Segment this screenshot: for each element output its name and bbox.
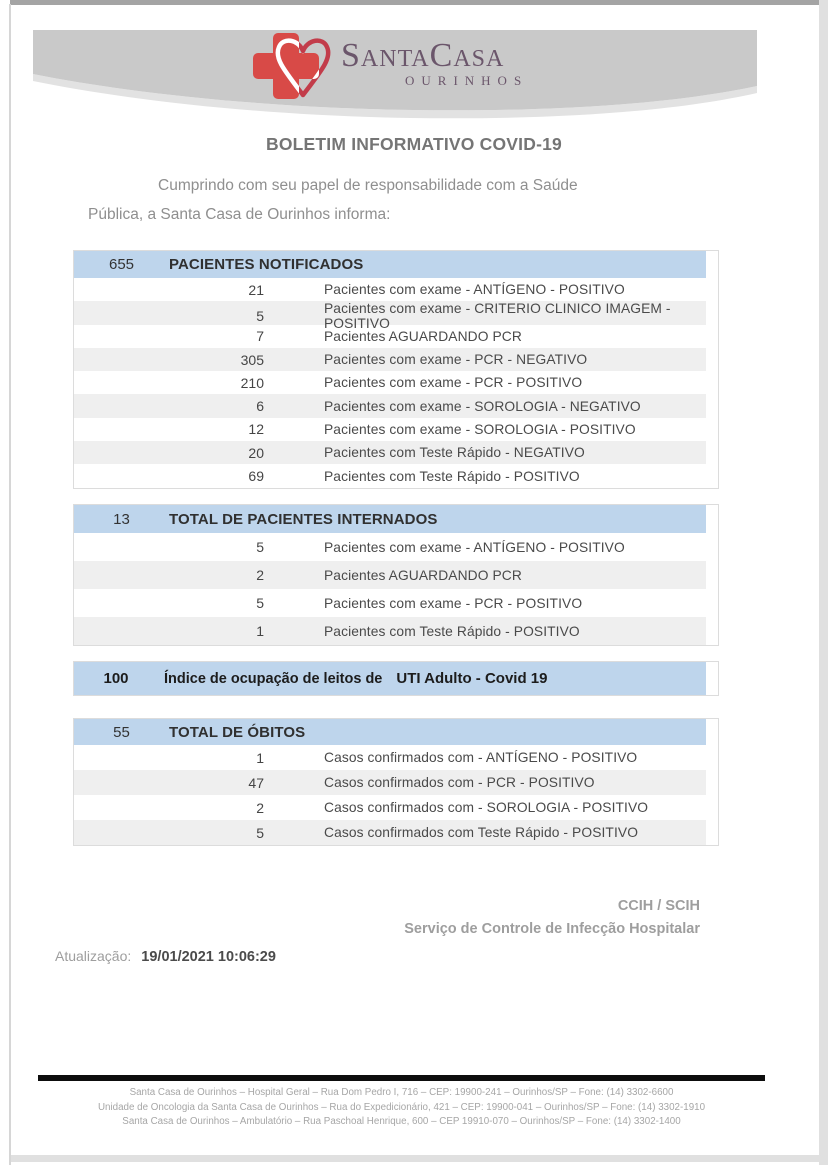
row-label: Casos confirmados com - PCR - POSITIVO <box>324 775 595 790</box>
scan-edge-top <box>10 0 828 5</box>
table-title: TOTAL DE ÓBITOS <box>169 723 306 741</box>
table-row <box>74 533 706 561</box>
update-value: 19/01/2021 10:06:29 <box>141 949 276 965</box>
row-label: Casos confirmados com - SOROLOGIA - POSITIVO <box>324 800 649 815</box>
footer-divider-bar <box>38 1075 765 1081</box>
intro-line-1: Cumprindo com seu papel de responsabilidade com a Saúde <box>158 177 578 194</box>
row-value: 6 <box>256 398 264 415</box>
table-header <box>74 505 706 533</box>
row-value: 20 <box>248 444 264 461</box>
table-row <box>74 278 706 301</box>
row-value: 210 <box>240 374 264 391</box>
update-label: Atualização: <box>55 948 132 964</box>
table-row <box>74 464 706 487</box>
total-notificados: 655 <box>108 256 135 273</box>
table-header <box>74 719 706 745</box>
row-label: Pacientes com exame - SOROLOGIA - POSITIVO <box>324 421 636 437</box>
row-label: Pacientes com Teste Rápido - NEGATIVO <box>324 445 585 461</box>
footer-address-line: Unidade de Oncologia da Santa Casa de Ourinhos – Rua do Expedicionário, 421 – CEP: 19900-041 – Ourinhos/SP – Fone: (14) 3302-1910 <box>97 1101 706 1113</box>
scan-edge-bottom <box>11 1155 819 1162</box>
row-value: 5 <box>256 308 264 325</box>
uti-occupancy-row <box>74 662 706 695</box>
table-row <box>74 301 706 332</box>
table-row <box>74 371 706 394</box>
uti-occupancy-sublabel: UTI Adulto - Covid 19 <box>396 670 548 687</box>
table-row <box>74 617 706 645</box>
table-row <box>74 441 706 464</box>
table-pacientes-notificados <box>73 250 719 489</box>
row-value: 1 <box>256 623 264 639</box>
uti-occupancy-bar <box>73 661 719 696</box>
table-total-obitos <box>73 718 719 846</box>
header-banner <box>33 30 757 122</box>
row-label: Pacientes com exame - SOROLOGIA - NEGATIVO <box>324 398 641 414</box>
row-value: 1 <box>256 749 264 766</box>
table-rows <box>74 533 718 645</box>
uti-occupancy-value: 100 <box>103 670 129 687</box>
table-row <box>74 418 706 441</box>
scan-edge-right <box>819 0 828 1165</box>
row-label: Pacientes com exame - PCR - NEGATIVO <box>324 352 588 368</box>
scan-edge-left <box>9 4 11 1165</box>
table-row <box>74 589 706 617</box>
intro-paragraph <box>88 171 668 229</box>
row-label: Pacientes com Teste Rápido - POSITIVO <box>324 623 580 639</box>
table-header <box>74 251 706 278</box>
row-value: 305 <box>240 351 264 368</box>
row-label: Pacientes com exame - CRITERIO CLINICO IMAGEM - POSITIVO <box>324 301 671 332</box>
row-label: Pacientes AGUARDANDO PCR <box>324 567 522 583</box>
table-title: PACIENTES NOTIFICADOS <box>169 256 364 273</box>
table-row <box>74 820 706 845</box>
row-value: 7 <box>256 328 264 345</box>
row-value: 69 <box>248 468 264 485</box>
row-label: Pacientes com exame - ANTÍGENO - POSITIVO <box>324 539 625 555</box>
row-value: 2 <box>256 799 264 816</box>
update-timestamp <box>55 948 276 965</box>
footer-address-line: Santa Casa de Ourinhos – Hospital Geral – Rua Dom Pedro I, 716 – CEP: 19900-241 – Ourinhos/SP – Fone: (14) 3302-6600 <box>129 1087 674 1098</box>
table-row <box>74 394 706 417</box>
table-row <box>74 795 706 820</box>
row-value: 5 <box>256 539 264 555</box>
row-label: Pacientes com Teste Rápido - POSITIVO <box>324 468 580 484</box>
table-row <box>74 348 706 371</box>
row-label: Casos confirmados com - ANTÍGENO - POSITIVO <box>324 750 638 765</box>
row-label: Pacientes com exame - PCR - POSITIVO <box>324 595 583 611</box>
row-value: 21 <box>248 281 264 298</box>
total-internados: 13 <box>113 510 130 528</box>
table-pacientes-internados <box>73 504 719 646</box>
row-label: Pacientes com exame - ANTÍGENO - POSITIVO <box>324 282 625 298</box>
footer-address-line: Santa Casa de Ourinhos – Ambulatório – Rua Paschoal Henrique, 600 – CEP 19910-070 – Ourinhos/SP – Fone: (14) 3302-1400 <box>122 1116 681 1127</box>
table-title: TOTAL DE PACIENTES INTERNADOS <box>169 510 438 528</box>
table-row <box>74 561 706 589</box>
signature-line-1: CCIH / SCIH <box>617 898 700 914</box>
uti-occupancy-label: Índice de ocupação de leitos de <box>164 670 383 687</box>
row-label: Pacientes com exame - PCR - POSITIVO <box>324 375 583 391</box>
footer-addresses <box>38 1086 765 1130</box>
row-value: 47 <box>248 774 264 791</box>
intro-line-2: Pública, a Santa Casa de Ourinhos informa: <box>88 206 391 223</box>
row-value: 12 <box>248 421 264 438</box>
table-row <box>74 325 706 348</box>
brand-city: OURINHOS <box>405 73 529 88</box>
table-rows <box>74 278 718 488</box>
brand-name: SantaCasa <box>341 37 505 74</box>
signature-block <box>404 895 700 941</box>
row-value: 2 <box>256 567 264 583</box>
table-row <box>74 770 706 795</box>
row-label: Casos confirmados com Teste Rápido - POSITIVO <box>324 825 639 840</box>
table-rows <box>74 745 718 845</box>
hospital-logo-text <box>341 38 528 89</box>
row-value: 5 <box>256 595 264 611</box>
signature-line-2: Serviço de Controle de Infecção Hospitalar <box>404 921 700 937</box>
row-value: 5 <box>256 824 264 841</box>
page-title: BOLETIM INFORMATIVO COVID-19 <box>266 134 562 154</box>
total-obitos: 55 <box>113 723 130 741</box>
table-row <box>74 745 706 770</box>
row-label: Pacientes AGUARDANDO PCR <box>324 328 522 344</box>
